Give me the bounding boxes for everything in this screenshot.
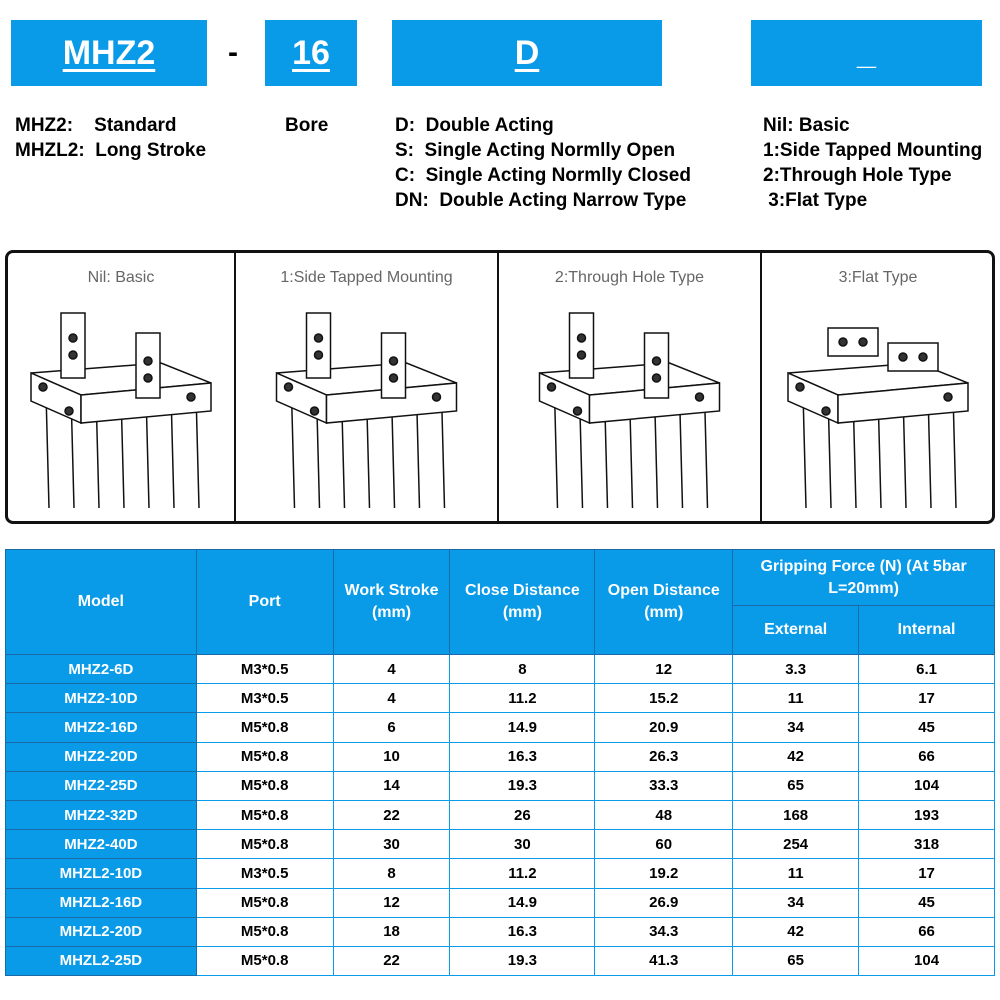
cell-model: MHZL2-20D bbox=[6, 917, 197, 946]
cell-external: 11 bbox=[733, 859, 859, 888]
cell-open: 34.3 bbox=[595, 917, 733, 946]
legend-item: S: Single Acting Normlly Open bbox=[395, 140, 676, 161]
code-action-box bbox=[392, 20, 662, 86]
cell-external: 34 bbox=[733, 713, 859, 742]
code-bore-box bbox=[265, 20, 357, 86]
legend-item: MHZ2: Standard bbox=[15, 115, 177, 136]
cell-close: 14.9 bbox=[450, 713, 595, 742]
table-row bbox=[6, 771, 995, 800]
cell-internal: 318 bbox=[859, 830, 995, 859]
cell-close: 16.3 bbox=[450, 742, 595, 771]
code-option: _ bbox=[857, 33, 876, 72]
panel-side-tapped bbox=[236, 253, 499, 521]
cell-model: MHZ2-6D bbox=[6, 655, 197, 684]
cell-close: 30 bbox=[450, 830, 595, 859]
cell-stroke: 6 bbox=[333, 713, 450, 742]
cell-internal: 6.1 bbox=[859, 655, 995, 684]
code-option-box bbox=[751, 20, 982, 86]
header-close: Close Distance (mm) bbox=[450, 550, 595, 655]
cell-model: MHZ2-40D bbox=[6, 830, 197, 859]
cell-close: 19.3 bbox=[450, 946, 595, 975]
header-internal: Internal bbox=[859, 606, 995, 655]
cell-model: MHZ2-25D bbox=[6, 771, 197, 800]
cell-model: MHZL2-10D bbox=[6, 859, 197, 888]
panel-flat bbox=[762, 253, 994, 521]
cell-internal: 104 bbox=[859, 946, 995, 975]
cell-model: MHZ2-10D bbox=[6, 684, 197, 713]
legend-item: D: Double Acting bbox=[395, 115, 554, 136]
legend-item: 1:Side Tapped Mounting bbox=[763, 140, 983, 161]
cell-open: 60 bbox=[595, 830, 733, 859]
cell-stroke: 4 bbox=[333, 655, 450, 684]
table-row bbox=[6, 830, 995, 859]
legend-item: Nil: Basic bbox=[763, 115, 850, 136]
cell-port: M5*0.8 bbox=[196, 888, 333, 917]
cell-close: 11.2 bbox=[450, 859, 595, 888]
cell-internal: 17 bbox=[859, 859, 995, 888]
cell-close: 26 bbox=[450, 800, 595, 829]
cell-open: 12 bbox=[595, 655, 733, 684]
legend-series bbox=[15, 113, 206, 163]
legend-option bbox=[763, 113, 982, 213]
table-row bbox=[6, 713, 995, 742]
panel-label: 1:Side Tapped Mounting bbox=[280, 269, 453, 286]
cell-port: M3*0.5 bbox=[196, 684, 333, 713]
cell-open: 26.9 bbox=[595, 888, 733, 917]
cell-open: 19.2 bbox=[595, 859, 733, 888]
cell-internal: 66 bbox=[859, 917, 995, 946]
cell-external: 254 bbox=[733, 830, 859, 859]
table-row bbox=[6, 946, 995, 975]
panel-basic bbox=[8, 253, 236, 521]
header-open: Open Distance (mm) bbox=[595, 550, 733, 655]
cell-external: 65 bbox=[733, 946, 859, 975]
cell-stroke: 4 bbox=[333, 684, 450, 713]
table-row bbox=[6, 859, 995, 888]
cell-close: 8 bbox=[450, 655, 595, 684]
cell-close: 16.3 bbox=[450, 917, 595, 946]
cell-port: M5*0.8 bbox=[196, 713, 333, 742]
table-row bbox=[6, 917, 995, 946]
cell-open: 20.9 bbox=[595, 713, 733, 742]
legend-item: DN: Double Acting Narrow Type bbox=[395, 190, 687, 211]
cell-close: 11.2 bbox=[450, 684, 595, 713]
gripper-drawing-basic bbox=[8, 293, 234, 513]
legend-item: 2:Through Hole Type bbox=[763, 165, 952, 186]
cell-port: M5*0.8 bbox=[196, 800, 333, 829]
panel-label: 2:Through Hole Type bbox=[554, 269, 705, 286]
cell-stroke: 22 bbox=[333, 800, 450, 829]
legend-item: 3:Flat Type bbox=[763, 190, 868, 211]
cell-port: M5*0.8 bbox=[196, 771, 333, 800]
cell-port: M5*0.8 bbox=[196, 917, 333, 946]
code-bore: 16 bbox=[292, 33, 330, 72]
cell-stroke: 12 bbox=[333, 888, 450, 917]
cell-port: M3*0.5 bbox=[196, 655, 333, 684]
code-action: D bbox=[514, 33, 540, 72]
cell-stroke: 18 bbox=[333, 917, 450, 946]
table-row bbox=[6, 684, 995, 713]
spec-table bbox=[5, 549, 995, 976]
cell-external: 42 bbox=[733, 742, 859, 771]
cell-stroke: 10 bbox=[333, 742, 450, 771]
cell-port: M3*0.5 bbox=[196, 859, 333, 888]
panel-label: 3:Flat Type bbox=[838, 269, 918, 286]
cell-internal: 104 bbox=[859, 771, 995, 800]
cell-model: MHZL2-16D bbox=[6, 888, 197, 917]
cell-open: 48 bbox=[595, 800, 733, 829]
gripper-drawing-through-hole bbox=[499, 293, 760, 513]
cell-close: 14.9 bbox=[450, 888, 595, 917]
header-model: Model bbox=[6, 550, 197, 655]
code-series-box bbox=[11, 20, 207, 86]
panel-through-hole bbox=[499, 253, 762, 521]
cell-external: 65 bbox=[733, 771, 859, 800]
cell-port: M5*0.8 bbox=[196, 742, 333, 771]
table-row bbox=[6, 655, 995, 684]
cell-external: 168 bbox=[733, 800, 859, 829]
table-row bbox=[6, 742, 995, 771]
cell-model: MHZL2-25D bbox=[6, 946, 197, 975]
cell-model: MHZ2-20D bbox=[6, 742, 197, 771]
gripper-drawing-flat bbox=[762, 293, 994, 513]
header-stroke: Work Stroke (mm) bbox=[333, 550, 450, 655]
cell-model: MHZ2-16D bbox=[6, 713, 197, 742]
cell-external: 11 bbox=[733, 684, 859, 713]
legend-item: C: Single Acting Normlly Closed bbox=[395, 165, 691, 186]
table-row bbox=[6, 800, 995, 829]
cell-open: 26.3 bbox=[595, 742, 733, 771]
code-separator: - bbox=[228, 36, 238, 69]
table-row bbox=[6, 888, 995, 917]
cell-internal: 66 bbox=[859, 742, 995, 771]
cell-open: 33.3 bbox=[595, 771, 733, 800]
cell-open: 15.2 bbox=[595, 684, 733, 713]
mounting-options-panel bbox=[5, 250, 995, 524]
cell-stroke: 14 bbox=[333, 771, 450, 800]
cell-close: 19.3 bbox=[450, 771, 595, 800]
cell-model: MHZ2-32D bbox=[6, 800, 197, 829]
cell-port: M5*0.8 bbox=[196, 830, 333, 859]
cell-external: 42 bbox=[733, 917, 859, 946]
legend-action bbox=[395, 113, 691, 213]
cell-external: 34 bbox=[733, 888, 859, 917]
legend-item: MHZL2: Long Stroke bbox=[15, 140, 207, 161]
cell-internal: 17 bbox=[859, 684, 995, 713]
cell-internal: 45 bbox=[859, 888, 995, 917]
cell-stroke: 30 bbox=[333, 830, 450, 859]
header-port: Port bbox=[196, 550, 333, 655]
code-series: MHZ2 bbox=[62, 33, 156, 72]
header-external: External bbox=[733, 606, 859, 655]
header-force: Gripping Force (N) (At 5bar L=20mm) bbox=[733, 550, 995, 606]
cell-internal: 193 bbox=[859, 800, 995, 829]
cell-internal: 45 bbox=[859, 713, 995, 742]
cell-stroke: 22 bbox=[333, 946, 450, 975]
panel-label: Nil: Basic bbox=[87, 269, 155, 286]
cell-port: M5*0.8 bbox=[196, 946, 333, 975]
cell-stroke: 8 bbox=[333, 859, 450, 888]
cell-open: 41.3 bbox=[595, 946, 733, 975]
cell-external: 3.3 bbox=[733, 655, 859, 684]
gripper-drawing-side-tapped bbox=[236, 293, 497, 513]
legend-bore: Bore bbox=[285, 115, 329, 136]
